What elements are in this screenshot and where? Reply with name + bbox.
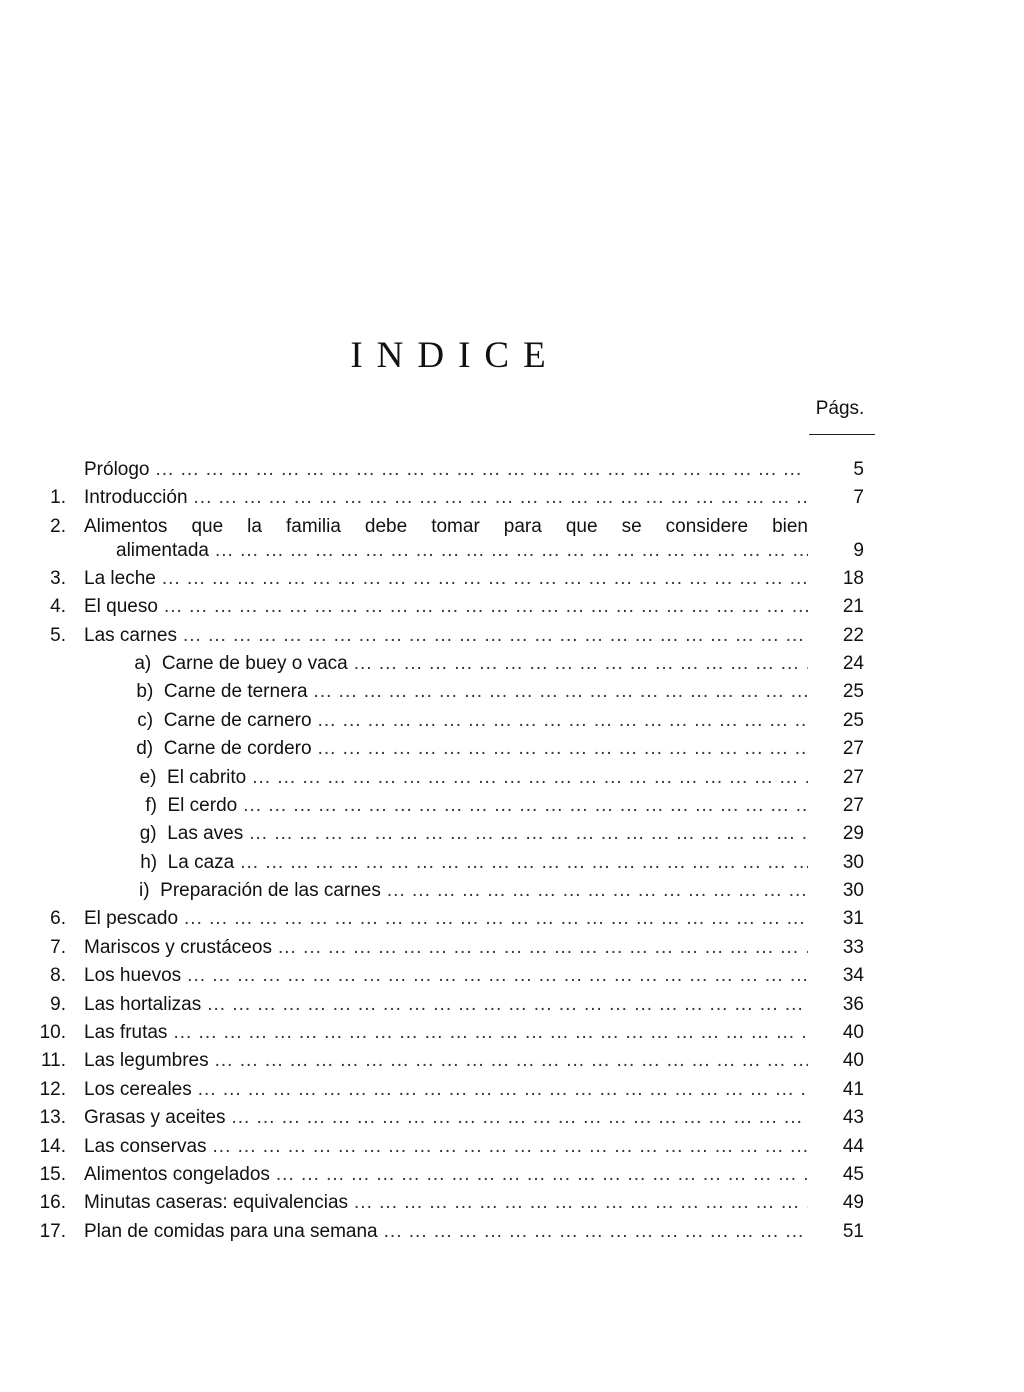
- entry-title: Las frutas: [84, 1022, 168, 1044]
- entry-page: 27: [842, 738, 864, 760]
- entry-title: La leche: [84, 567, 156, 589]
- subentry-title: Carne de carnero: [163, 709, 312, 731]
- subentry-letter: h): [140, 851, 158, 873]
- dot-leader: [198, 1076, 808, 1104]
- entry-number: 3.: [50, 567, 66, 589]
- toc-subentry: [0, 707, 1024, 735]
- dot-leader: [215, 1047, 808, 1075]
- toc-subentry: [0, 877, 1024, 905]
- dot-leader: [243, 792, 808, 820]
- subentry-title: Preparación de las carnes: [160, 880, 381, 902]
- subentry-title: El cabrito: [167, 766, 247, 788]
- entry-page: 24: [842, 652, 864, 674]
- entry-page: 25: [842, 709, 864, 731]
- subentry-title: Carne de cordero: [163, 738, 312, 760]
- entry-number: 1.: [50, 487, 66, 509]
- toc-subentry: [0, 820, 1024, 848]
- dot-leader: [354, 1189, 808, 1217]
- dot-leader: [183, 622, 808, 650]
- subentry-title: Las aves: [167, 823, 244, 845]
- entry-title: Las carnes: [84, 624, 177, 646]
- subentry-title: La caza: [167, 851, 235, 873]
- dot-leader: [318, 735, 808, 763]
- toc-entry: [0, 962, 1024, 990]
- entry-page: 29: [842, 823, 864, 845]
- page-title: INDICE: [350, 335, 560, 376]
- entry-page: 44: [842, 1135, 864, 1157]
- entry-page: 27: [842, 766, 864, 788]
- entry-page: 34: [842, 965, 864, 987]
- toc-entry: [0, 1133, 1024, 1161]
- subentry-letter: d): [136, 738, 154, 760]
- entry-number: 14.: [39, 1135, 66, 1157]
- entry-title: Minutas caseras: equivalencias: [84, 1192, 349, 1214]
- entry-title: Mariscos y crustáceos: [84, 936, 272, 958]
- pages-column-header: Págs.: [815, 398, 865, 419]
- toc-subentry: [0, 792, 1024, 820]
- toc-entry: [0, 513, 1024, 565]
- entry-number: 9.: [50, 993, 66, 1015]
- dot-leader: [354, 650, 808, 678]
- dot-leader: [207, 991, 808, 1019]
- entry-number: 12.: [39, 1078, 66, 1100]
- dot-leader: [252, 764, 808, 792]
- subentry-title: Carne de ternera: [163, 681, 308, 703]
- dot-leader: [156, 456, 809, 484]
- entry-title-line1: Alimentos que la familia debe tomar para que se considere bien: [84, 515, 808, 537]
- dot-leader: [278, 934, 808, 962]
- entry-page: 25: [842, 681, 864, 703]
- entry-page: 36: [842, 993, 864, 1015]
- entry-page: 5: [853, 459, 864, 480]
- dot-leader: [240, 849, 808, 877]
- entry-page: 33: [842, 936, 864, 958]
- entry-number: 7.: [50, 936, 66, 958]
- entry-number: 13.: [39, 1107, 66, 1129]
- dot-leader: [215, 537, 808, 565]
- entry-page: 49: [842, 1192, 864, 1214]
- entry-title: Introducción: [84, 487, 188, 509]
- entry-title: Las hortalizas: [84, 993, 202, 1015]
- toc-subentry: [0, 650, 1024, 678]
- dot-leader: [184, 905, 808, 933]
- entry-title: Prólogo: [84, 459, 150, 480]
- entry-page: 40: [842, 1022, 864, 1044]
- entry-title: Las conservas: [84, 1135, 207, 1157]
- dot-leader: [318, 707, 808, 735]
- entry-title: Grasas y aceites: [84, 1107, 226, 1129]
- entry-title: Alimentos congelados: [84, 1163, 270, 1185]
- subentry-letter: a): [134, 652, 152, 674]
- entry-number: 6.: [50, 908, 66, 930]
- dot-leader: [232, 1104, 809, 1132]
- toc-entry: [0, 1076, 1024, 1104]
- dot-leader: [384, 1218, 808, 1246]
- dot-leader: [314, 678, 808, 706]
- toc-entry: [0, 905, 1024, 933]
- toc-entry: [0, 565, 1024, 593]
- toc-entry: [0, 1161, 1024, 1189]
- entry-page: 30: [842, 851, 864, 873]
- entry-number: 4.: [50, 596, 66, 618]
- toc-entry: [0, 1019, 1024, 1047]
- subentry-letter: g): [139, 823, 157, 845]
- entry-number: 10.: [39, 1022, 66, 1044]
- entry-page: 21: [842, 596, 864, 618]
- toc-entry: [0, 1104, 1024, 1132]
- entry-page: 18: [842, 567, 864, 589]
- entry-number: 17.: [39, 1220, 66, 1242]
- entry-page: 40: [842, 1050, 864, 1072]
- dot-leader: [164, 593, 808, 621]
- entry-number: 5.: [50, 624, 66, 646]
- entry-number: 16.: [39, 1192, 66, 1214]
- dot-leader: [249, 820, 808, 848]
- entry-page: 31: [842, 908, 864, 930]
- toc-entry: [0, 1218, 1024, 1246]
- dot-leader: [213, 1133, 808, 1161]
- entry-page: 22: [842, 624, 864, 646]
- entry-page: 27: [842, 794, 864, 816]
- subentry-letter: c): [137, 709, 154, 731]
- entry-page: 51: [842, 1220, 864, 1242]
- entry-page: 41: [842, 1078, 864, 1100]
- entry-number: 8.: [50, 965, 66, 987]
- entry-page: 43: [842, 1107, 864, 1129]
- entry-page: 9: [853, 539, 864, 561]
- header-underline: [809, 434, 875, 435]
- entry-title: El pescado: [84, 908, 179, 930]
- dot-leader: [387, 877, 808, 905]
- toc-entry: [0, 593, 1024, 621]
- toc-entry: [0, 934, 1024, 962]
- entry-title: alimentada: [116, 539, 209, 561]
- dot-leader: [187, 962, 808, 990]
- toc-subentry: [0, 735, 1024, 763]
- entry-title: Las legumbres: [84, 1050, 209, 1072]
- entry-title: Plan de comidas para una semana: [84, 1220, 378, 1242]
- toc-entry: [0, 456, 1024, 484]
- toc-entry: [0, 484, 1024, 512]
- toc-entry: [0, 991, 1024, 1019]
- subentry-title: El cerdo: [167, 794, 238, 816]
- table-of-contents: [0, 456, 1024, 1246]
- subentry-letter: f): [145, 794, 157, 816]
- entry-number: 11.: [40, 1050, 66, 1072]
- subentry-letter: b): [136, 681, 154, 703]
- entry-page: 7: [853, 487, 864, 509]
- entry-page: 30: [842, 880, 864, 902]
- entry-title: Los cereales: [84, 1078, 192, 1100]
- entry-page: 45: [842, 1163, 864, 1185]
- toc-entry: [0, 622, 1024, 650]
- toc-subentry: [0, 849, 1024, 877]
- entry-title: Los huevos: [84, 965, 182, 987]
- subentry-letter: i): [139, 880, 150, 902]
- dot-leader: [162, 565, 808, 593]
- entry-number: 15.: [39, 1163, 66, 1185]
- subentry-letter: e): [139, 766, 157, 788]
- dot-leader: [276, 1161, 808, 1189]
- toc-subentry: [0, 678, 1024, 706]
- dot-leader: [194, 484, 808, 512]
- subentry-title: Carne de buey o vaca: [161, 652, 348, 674]
- toc-entry: [0, 1189, 1024, 1217]
- entry-number: 2.: [50, 515, 66, 537]
- toc-subentry: [0, 764, 1024, 792]
- dot-leader: [173, 1019, 808, 1047]
- entry-title: El queso: [84, 596, 158, 618]
- toc-entry: [0, 1047, 1024, 1075]
